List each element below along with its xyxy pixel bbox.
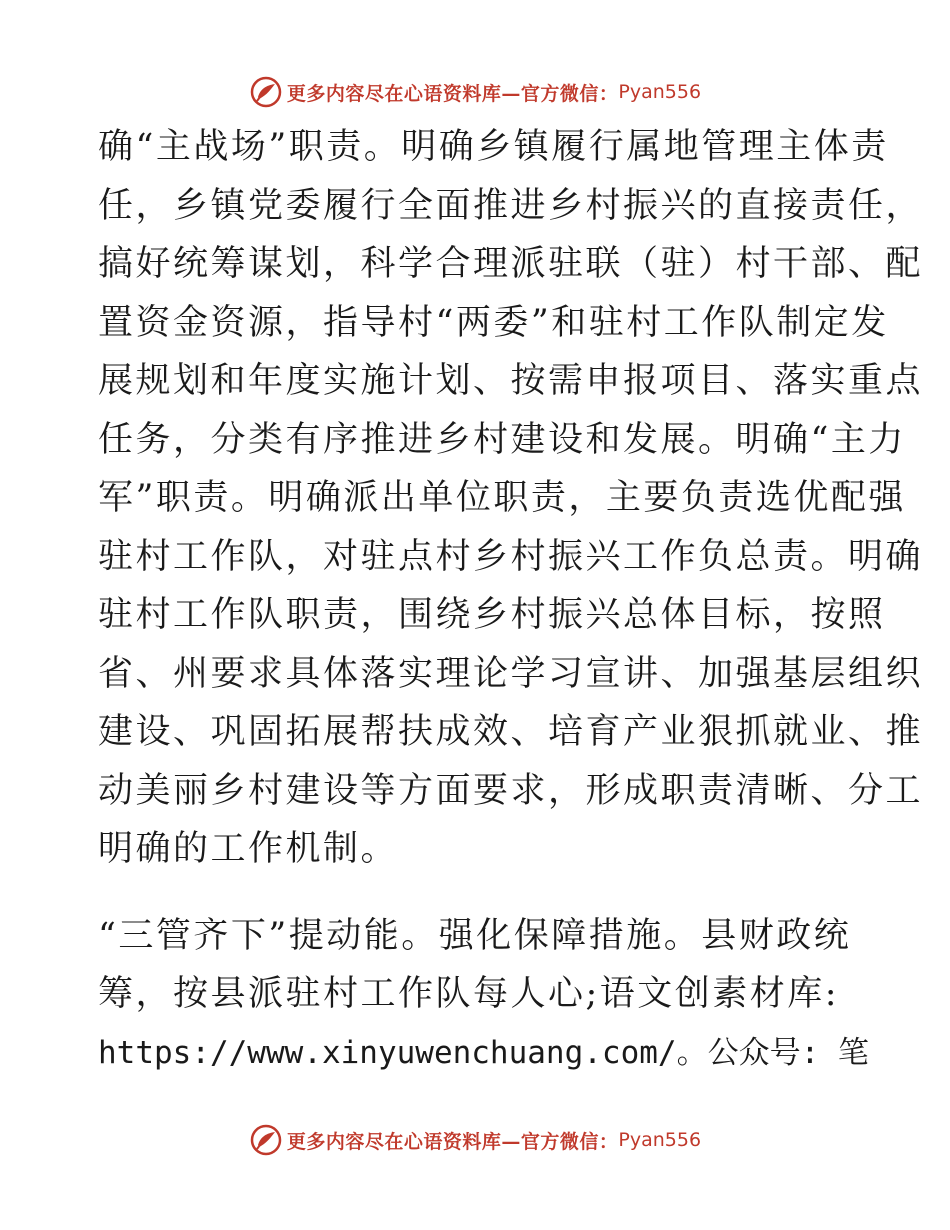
footer-banner-text: 更多内容尽在心语资料库—官方微信：: [286, 1130, 619, 1153]
library-logo-icon: [249, 75, 283, 109]
text-line: 展规划和年度实施计划、按需申报项目、落实重点: [98, 361, 924, 401]
text-line: 建设、巩固拓展帮扶成效、培育产业狠抓就业、推: [98, 712, 924, 752]
text-line: 明确的工作机制。: [98, 829, 399, 869]
text-line: 置资金资源，指导村“两委”和驻村工作队制定发: [98, 302, 889, 343]
text-line: 军”职责。明确派出单位职责，主要负责选优配强: [98, 478, 906, 518]
header-banner: [0, 72, 950, 112]
text-line: 驻村工作队职责，围绕乡村振兴总体目标，按照: [98, 595, 886, 635]
text-line: 动美丽乡村建设等方面要求，形成职责清晰、分工: [98, 770, 924, 811]
text-line: 筹，按县派驻村工作队每人心;语文创素材库:: [98, 974, 840, 1014]
document-body: [98, 118, 924, 1082]
header-banner-contact: Pyan556: [618, 81, 702, 103]
footer-banner: [0, 1120, 950, 1160]
text-line: 任，乡镇党委履行全面推进乡村振兴的直接责任，: [98, 185, 924, 226]
text-line: 驻村工作队，对驻点村乡村振兴工作负总责。明确: [98, 536, 924, 577]
text-line: 任务，分类有序推进乡村建设和发展。明确“主力: [98, 419, 906, 460]
header-banner-text: 更多内容尽在心语资料库—官方微信：: [286, 82, 619, 105]
text-line: 搞好统筹谋划，科学合理派驻联（驻）村干部、配: [98, 244, 924, 284]
text-line: 省、州要求具体落实理论学习宣讲、加强基层组织: [98, 653, 924, 694]
footer-banner-contact: Pyan556: [618, 1129, 702, 1151]
text-line: “三管齐下”提动能。强化保障措施。县财政统: [98, 915, 852, 956]
library-logo-icon: [249, 1123, 283, 1157]
text-line: 确“主战场”职责。明确乡镇履行属地管理主体责: [98, 127, 889, 167]
url-line: https://www.xinyuwenchuang.com/。公众号: 笔: [98, 1034, 869, 1071]
paragraph-gap: [98, 879, 858, 907]
